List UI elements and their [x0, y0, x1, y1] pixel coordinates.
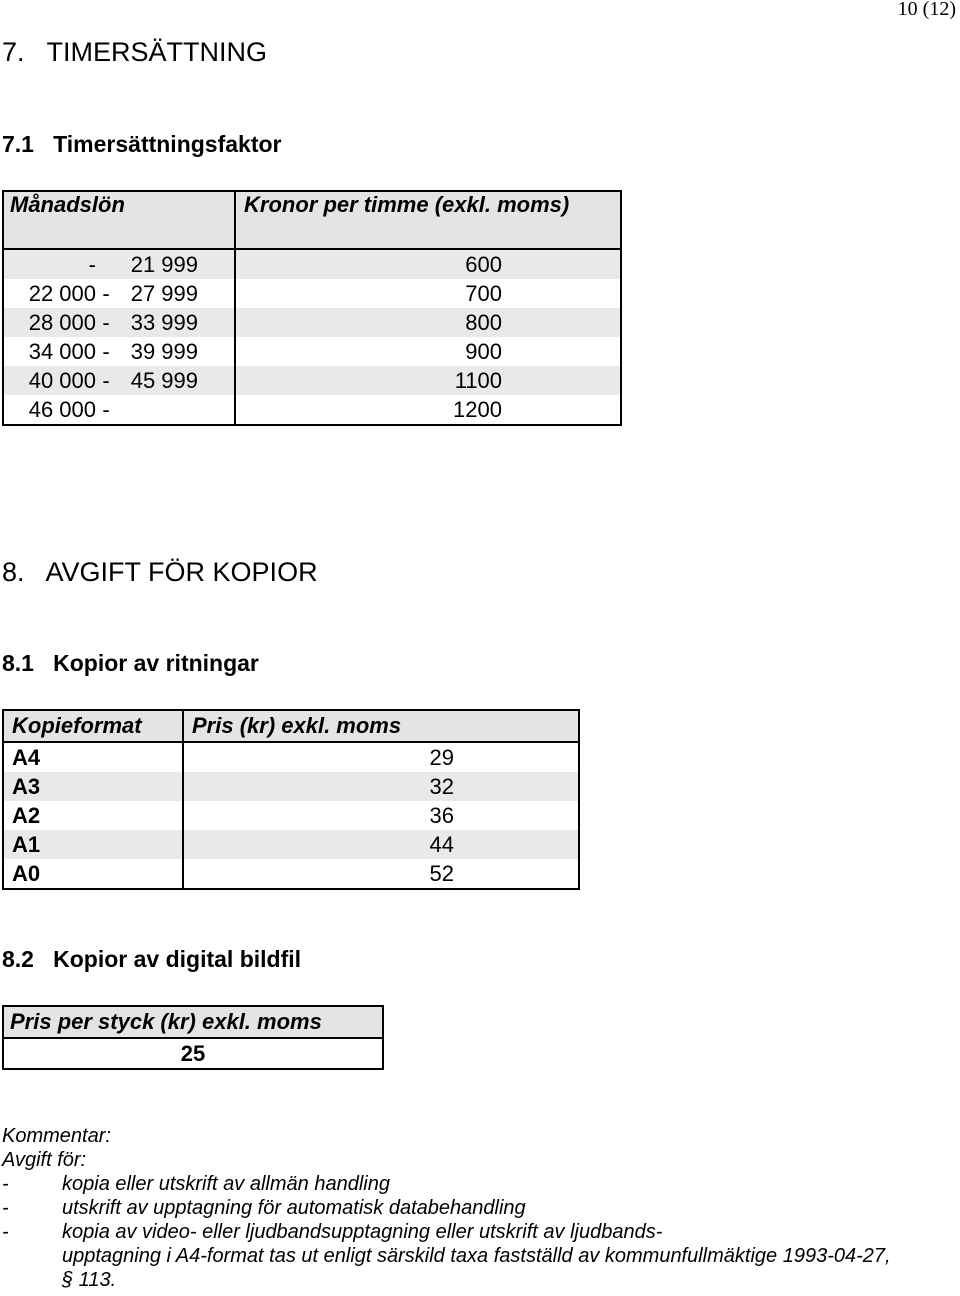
comment-item-text: kopia av video- eller ljudbandsupptagning eller utskrift av ljudbands- [62, 1221, 663, 1243]
section-7-1-heading: 7.1 Timersättningsfaktor [2, 131, 282, 157]
hourly-rate-table [2, 190, 622, 426]
section-8-1-heading: 8.1 Kopior av ritningar [2, 650, 259, 676]
hourly-price: 1200 [235, 395, 621, 425]
comment-item-text: utskrift av upptagning för automatisk databehandling [62, 1197, 526, 1219]
copy-price: 52 [183, 859, 579, 889]
salary-from: - [88, 252, 96, 277]
header-price: Pris (kr) exkl. moms [183, 710, 579, 742]
copy-price: 32 [183, 772, 579, 801]
comment-block [2, 1124, 891, 1292]
copy-format: A2 [3, 801, 183, 830]
table-row [3, 249, 621, 279]
section-7-heading: 7. TIMERSÄTTNING [2, 37, 268, 67]
comment-paragraph-ref: § 113. [62, 1269, 117, 1291]
salary-from: 46 000 [28, 397, 96, 422]
header-monthly-salary: Månadslön [3, 191, 235, 249]
header-kronor-per-hour: Kronor per timme (exkl. moms) [235, 191, 621, 249]
hourly-price: 900 [235, 337, 621, 366]
table-row: 28 000 - 33 999 800 [3, 308, 621, 337]
copy-format: A4 [3, 742, 183, 772]
header-copy-format: Kopieformat [3, 710, 183, 742]
digital-file-price: 25 [3, 1038, 383, 1069]
salary-to: 45 999 [130, 368, 198, 393]
copy-price: 36 [183, 801, 579, 830]
copy-price: 29 [183, 742, 579, 772]
list-item: - kopia av video- eller ljudbandsupptagning eller utskrift av ljudbands- [2, 1221, 663, 1243]
section-8-heading: 8. AVGIFT FÖR KOPIOR [2, 557, 318, 587]
table-row: 40 000 - 45 999 1100 [3, 366, 621, 395]
section-8-2-heading: 8.2 Kopior av digital bildfil [2, 946, 302, 972]
list-item: - kopia eller utskrift av allmän handling [2, 1173, 390, 1195]
copy-format: A1 [3, 830, 183, 859]
table-row [3, 859, 579, 889]
salary-from: 22 000 [28, 281, 96, 306]
comment-continuation: upptagning i A4-format tas ut enligt särskild taxa fastställd av kommunfullmäktige 1993-04-27, [62, 1245, 891, 1267]
list-item: - utskrift av upptagning för automatisk databehandling [2, 1197, 526, 1219]
table-row: 46 000 - 1200 [3, 395, 621, 425]
table-row: 34 000 - 39 999 900 [3, 337, 621, 366]
header-price-per-piece: Pris per styck (kr) exkl. moms [3, 1006, 383, 1038]
salary-to: 33 999 [130, 310, 198, 335]
hourly-price: 600 [235, 249, 621, 279]
hourly-price: 700 [235, 279, 621, 308]
comment-intro: Avgift för: [2, 1149, 87, 1171]
hourly-price: 1100 [235, 366, 621, 395]
hourly-price: 800 [235, 308, 621, 337]
salary-from: 40 000 [28, 368, 96, 393]
comment-item-text: kopia eller utskrift av allmän handling [62, 1173, 390, 1195]
salary-from: 28 000 [28, 310, 96, 335]
salary-to: 39 999 [130, 339, 198, 364]
table-row [3, 742, 579, 772]
page-number: 10 (12) [897, 0, 956, 20]
salary-to: 21 999 [130, 252, 198, 277]
comment-title: Kommentar: [2, 1125, 111, 1147]
salary-from: 34 000 [28, 339, 96, 364]
copy-format: A0 [3, 859, 183, 889]
drawing-copies-table [2, 709, 580, 890]
table-row: 22 000 - 27 999 700 [3, 279, 621, 308]
table-row [3, 830, 579, 859]
copy-price: 44 [183, 830, 579, 859]
table-row [3, 772, 579, 801]
table-row [3, 801, 579, 830]
salary-to: 27 999 [130, 281, 198, 306]
copy-format: A3 [3, 772, 183, 801]
digital-file-table [2, 1005, 384, 1070]
